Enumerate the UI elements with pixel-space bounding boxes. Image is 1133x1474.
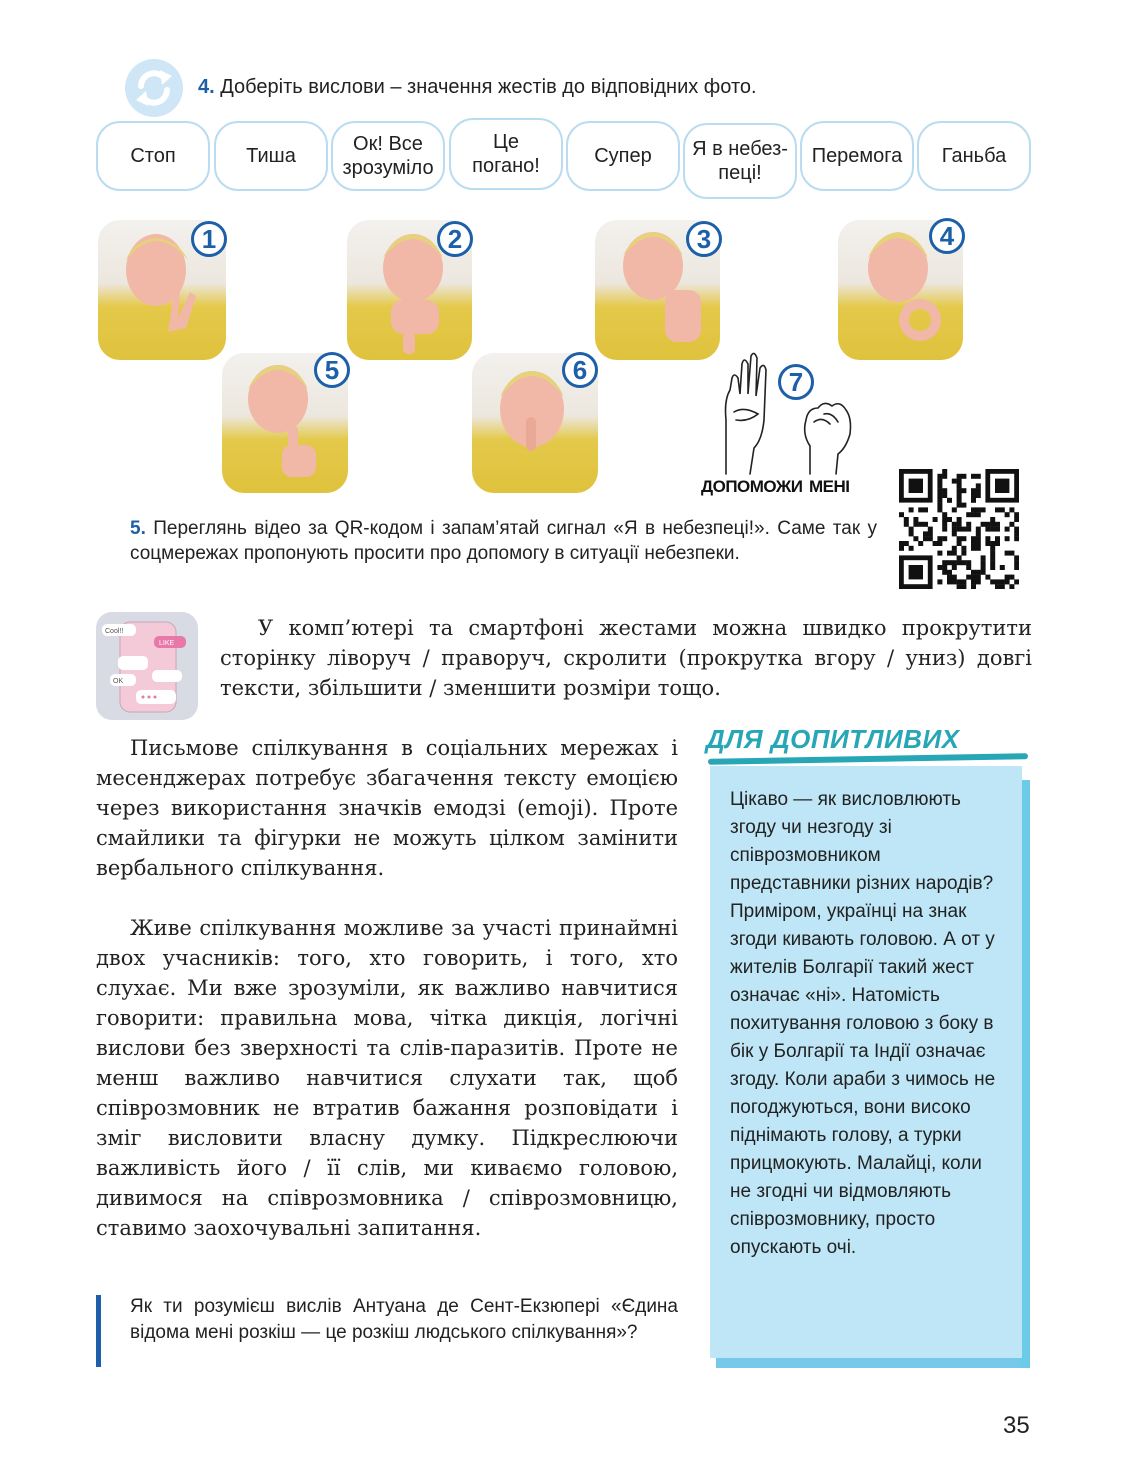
option-label-line2: пеці! [718, 162, 762, 184]
option-label: Я в небез- [692, 138, 788, 160]
paragraph-gestures: У комп’ютері та смартфоні жестами можна швидко прокрутити сторінку ліворуч / праворуч, скролити (прокрутка вгору / униз) довгі тексти, збільшити / зменшити розміри тощо. [220, 616, 1032, 700]
option-chip-danger[interactable] [683, 123, 797, 199]
option-label: Стоп [130, 145, 176, 167]
option-label: Ок! Все [353, 133, 423, 155]
exercise-4-instruction [198, 76, 757, 99]
option-label: Супер [594, 145, 652, 167]
smartphone-illustration [96, 612, 198, 720]
option-label-line2: зрозуміло [342, 157, 434, 179]
hands-label-help: ДОПОМОЖИ [701, 477, 803, 496]
curious-fact-box [710, 766, 1022, 1358]
refresh-arrows-icon [125, 59, 183, 117]
exercise-4-number: 4. [198, 76, 215, 98]
option-chip-shame[interactable] [917, 121, 1031, 191]
exercise-5-text: Переглянь відео за QR-кодом і запам’ятай сигнал «Я в небезпеці!». Саме так у соцмережах пропонують просити про допомогу в ситуації небезпеки. [130, 518, 877, 564]
photo-number-1: 1 [191, 221, 227, 257]
option-label: Тиша [246, 145, 296, 167]
like-label: LIKE [159, 640, 175, 647]
hands-label-me: МЕНІ [809, 477, 850, 496]
option-chip-bad[interactable] [449, 118, 563, 190]
exercise-5 [130, 516, 877, 566]
qr-code-icon[interactable] [899, 469, 1019, 589]
curious-fact-text: Цікаво — як висловлюють згоду чи незгоду зі співрозмовником представники різних народів? Приміром, українці на знак згоди кивають головою. А от у жителів Болгарії такий жест означає «ні». Натомість похитування головою з боку в бік у Болгарії та Індії означає згоду. Коли араби з чимось не погоджуються, вони високо піднімають голову, а турки прицмокують. Малайці, коли не згодні чи відмовляють співрозмовнику, просто опускають очі. [730, 789, 996, 1258]
option-chip-super[interactable] [566, 121, 680, 191]
exercise-5-number: 5. [130, 518, 146, 539]
option-label: Ганьба [941, 145, 1007, 167]
photo-number-6: 6 [562, 352, 598, 388]
discussion-question: Як ти розумієш вислів Антуана де Сент-Екзюпері «Єдина відома мені розкіш — це розкіш людського спілкування»? [130, 1296, 678, 1343]
photo-number-4: 4 [929, 218, 965, 254]
paragraph-written-communication: Письмове спілкування в соціальних мережах і месенджерах потребує збагачення тексту емоцією через використання значків емодзі (emoji). Проте смайлики та фігурки не можуть цілком замінити вербального спілкування. [96, 736, 678, 880]
paragraph-live-communication: Живе спілкування можливе за участі принаймні двох учасників: того, хто говорить, і того, хто слухає. Ми вже зрозуміли, як важливо навчитися говорити: правильна мова, чітка дикція, логічні вислови без зверхності та слів-паразитів. Проте не менш важливо навчитися слухати так, щоб співрозмовник не втратив бажання розповідати і зміг висловити власну думку. Підкреслюючи важливість його / її слів, ми киваємо головою, дивимося на співрозмовника / співрозмовницю, ставимо заохочувальні запитання. [96, 916, 678, 1240]
option-label-line2: погано! [472, 155, 540, 177]
option-chip-quiet[interactable] [214, 121, 328, 191]
photo-number-7: 7 [778, 364, 814, 400]
exercise-4-text: Доберіть вислови – значення жестів до відповідних фото. [220, 76, 757, 98]
sidebox-title: ДЛЯ ДОПИТЛИВИХ [706, 724, 960, 754]
option-chip-victory[interactable] [800, 121, 914, 191]
ok-label: OK [113, 678, 124, 685]
cool-label: Cool!! [105, 628, 124, 635]
option-chip-stop[interactable] [96, 121, 210, 191]
option-label: Це [493, 131, 519, 153]
photo-number-2: 2 [437, 221, 473, 257]
page-number: 35 [1003, 1412, 1030, 1439]
option-chip-ok[interactable] [331, 121, 445, 191]
photo-number-5: 5 [314, 352, 350, 388]
photo-number-3: 3 [686, 221, 722, 257]
quote-bar [96, 1295, 101, 1367]
option-label: Перемога [811, 145, 903, 167]
